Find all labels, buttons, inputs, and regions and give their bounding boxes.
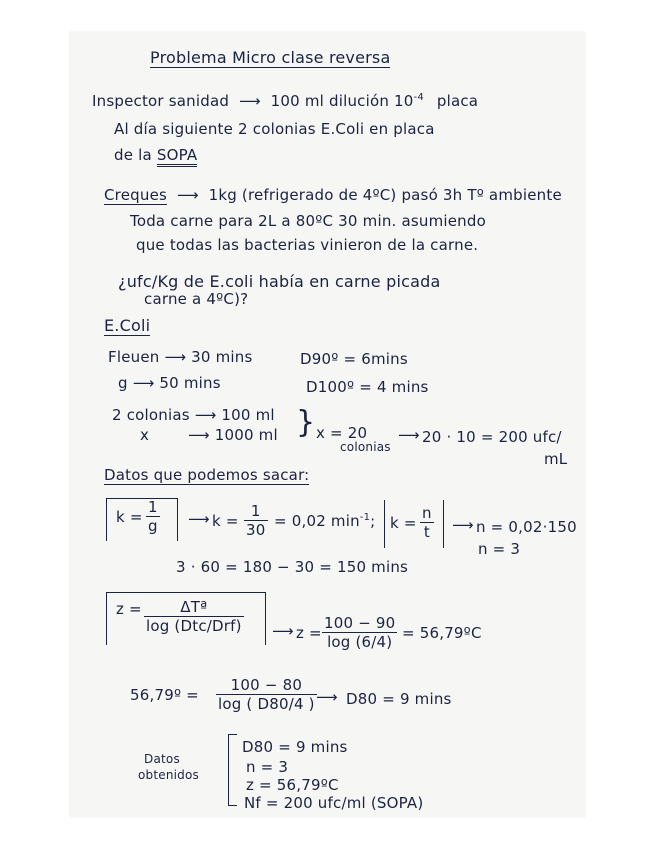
obtained-d80: D80 = 9 mins <box>242 738 348 756</box>
n-numerator: n <box>422 504 432 522</box>
g-label: g <box>118 374 128 392</box>
d80-eq-numerator: 100 − 80 <box>216 676 317 695</box>
d90-value: D90º = 6mins <box>300 350 408 368</box>
inspector-text: Inspector sanidad <box>92 92 230 110</box>
ufc-result: 20 · 10 = 200 ufc/ <box>422 428 562 446</box>
plate-text: placa <box>436 92 479 110</box>
line-3-prefix: de la <box>114 146 152 164</box>
k-calc-numerator: 1 <box>244 502 268 521</box>
line-2: Al día siguiente 2 colonias E.Coli en placa <box>114 120 435 138</box>
data-row-2 <box>118 374 221 392</box>
k-calc-denominator: 30 <box>246 521 266 539</box>
z-numerator: ΔTª <box>144 598 244 617</box>
d80-eq-denominator: log ( D80/4 ) <box>218 695 315 713</box>
k-numerator: 1 <box>148 498 158 516</box>
obtained-nf: Nf = 200 ufc/ml (SOPA) <box>244 794 424 812</box>
z-fraction <box>144 598 244 635</box>
data-row-4 <box>140 426 278 444</box>
k-result <box>274 512 375 530</box>
volume-100: 100 ml <box>221 406 275 424</box>
time-calc: 3 · 60 = 180 − 30 = 150 mins <box>176 558 409 576</box>
z-calc-label: z = <box>296 624 322 642</box>
z-calc-numerator: 100 − 90 <box>324 614 396 632</box>
line-5: Toda carne para 2L a 80ºC 30 min. asumiendo <box>130 212 486 230</box>
obtained-label-1: Datos <box>144 752 180 766</box>
z-result: = 56,79ºC <box>402 624 482 642</box>
obtained-bracket-icon <box>228 734 237 806</box>
line-3 <box>114 146 197 164</box>
arrow-icon: ⟶ <box>398 426 420 444</box>
fleuen-value: 30 mins <box>191 348 253 366</box>
line-4-text: 1kg (refrigerado de 4ºC) pasó 3h Tº ambiente <box>208 186 562 204</box>
ecoli-heading: E.Coli <box>104 316 151 335</box>
d80-eq-label: 56,79º = <box>130 686 199 704</box>
arrow-icon: ⟶ <box>194 406 217 424</box>
question-line-2: carne a 4ºC)? <box>144 290 249 308</box>
z-calc-fraction <box>322 614 397 651</box>
k-calc-fraction <box>244 502 268 539</box>
k-result-exponent: -1 <box>359 512 371 523</box>
n-fraction <box>420 504 434 541</box>
n-calc: n = 0,02·150 <box>476 518 577 536</box>
k-label: k = <box>116 508 143 526</box>
arrow-icon: ⟶ <box>272 622 294 640</box>
arrow-icon: ⟶ <box>164 348 187 366</box>
arrow-icon: ⟶ <box>452 516 474 534</box>
derived-data-heading: Datos que podemos sacar: <box>104 466 310 484</box>
d80-eq-fraction <box>216 676 317 713</box>
x-label: x <box>140 426 150 444</box>
z-calc-denominator: log (6/4) <box>327 633 393 651</box>
n-result: n = 3 <box>478 540 521 558</box>
fleuen-label: Fleuen <box>108 348 160 366</box>
question-line-1: ¿ufc/Kg de E.coli había en carne picada <box>118 272 441 291</box>
d100-value: D100º = 4 mins <box>306 378 429 396</box>
n-formula-label: k = <box>390 514 417 532</box>
ufc-result-unit: mL <box>544 450 568 468</box>
creques-label: Creques <box>104 186 168 204</box>
arrow-icon: ⟶ <box>132 374 155 392</box>
obtained-z: z = 56,79ºC <box>246 776 339 794</box>
k-result-value: = 0,02 min <box>274 512 360 530</box>
x-result-unit: colonias <box>340 440 391 454</box>
k-fraction <box>146 498 160 535</box>
arrow-icon: ⟶ <box>188 510 210 528</box>
z-denominator: log (Dtc/Drf) <box>146 617 242 635</box>
dilution-exponent: -4 <box>413 92 424 103</box>
line-1 <box>92 92 478 110</box>
brace-icon: } <box>296 405 316 440</box>
dilution-text: 100 ml dilución 10 <box>270 92 414 110</box>
g-value: 50 mins <box>159 374 221 392</box>
page-title: Problema Micro clase reversa <box>150 48 391 67</box>
sopa-label: SOPA <box>157 146 197 167</box>
separator: ; <box>370 512 376 530</box>
obtained-n: n = 3 <box>246 758 289 776</box>
data-row-3 <box>112 406 275 424</box>
data-row-1 <box>108 348 252 366</box>
line-6: que todas las bacterias vinieron de la carne. <box>136 236 479 254</box>
arrow-icon: ⟶ <box>316 688 338 706</box>
obtained-label-2: obtenidos <box>138 768 199 782</box>
k-denominator: g <box>148 517 158 535</box>
arrow-icon: ⟶ <box>188 426 210 444</box>
d80-result: D80 = 9 mins <box>346 690 452 708</box>
arrow-icon: ⟶ <box>171 186 204 204</box>
x-result: x = 20 <box>316 424 368 442</box>
line-4 <box>104 186 562 204</box>
k-calc-label: k = <box>212 512 239 530</box>
arrow-icon: ⟶ <box>234 92 266 110</box>
colonies-label: 2 colonias <box>112 406 190 424</box>
volume-1000: 1000 ml <box>214 426 278 444</box>
n-denominator: t <box>423 523 430 541</box>
z-label: z = <box>116 600 142 618</box>
